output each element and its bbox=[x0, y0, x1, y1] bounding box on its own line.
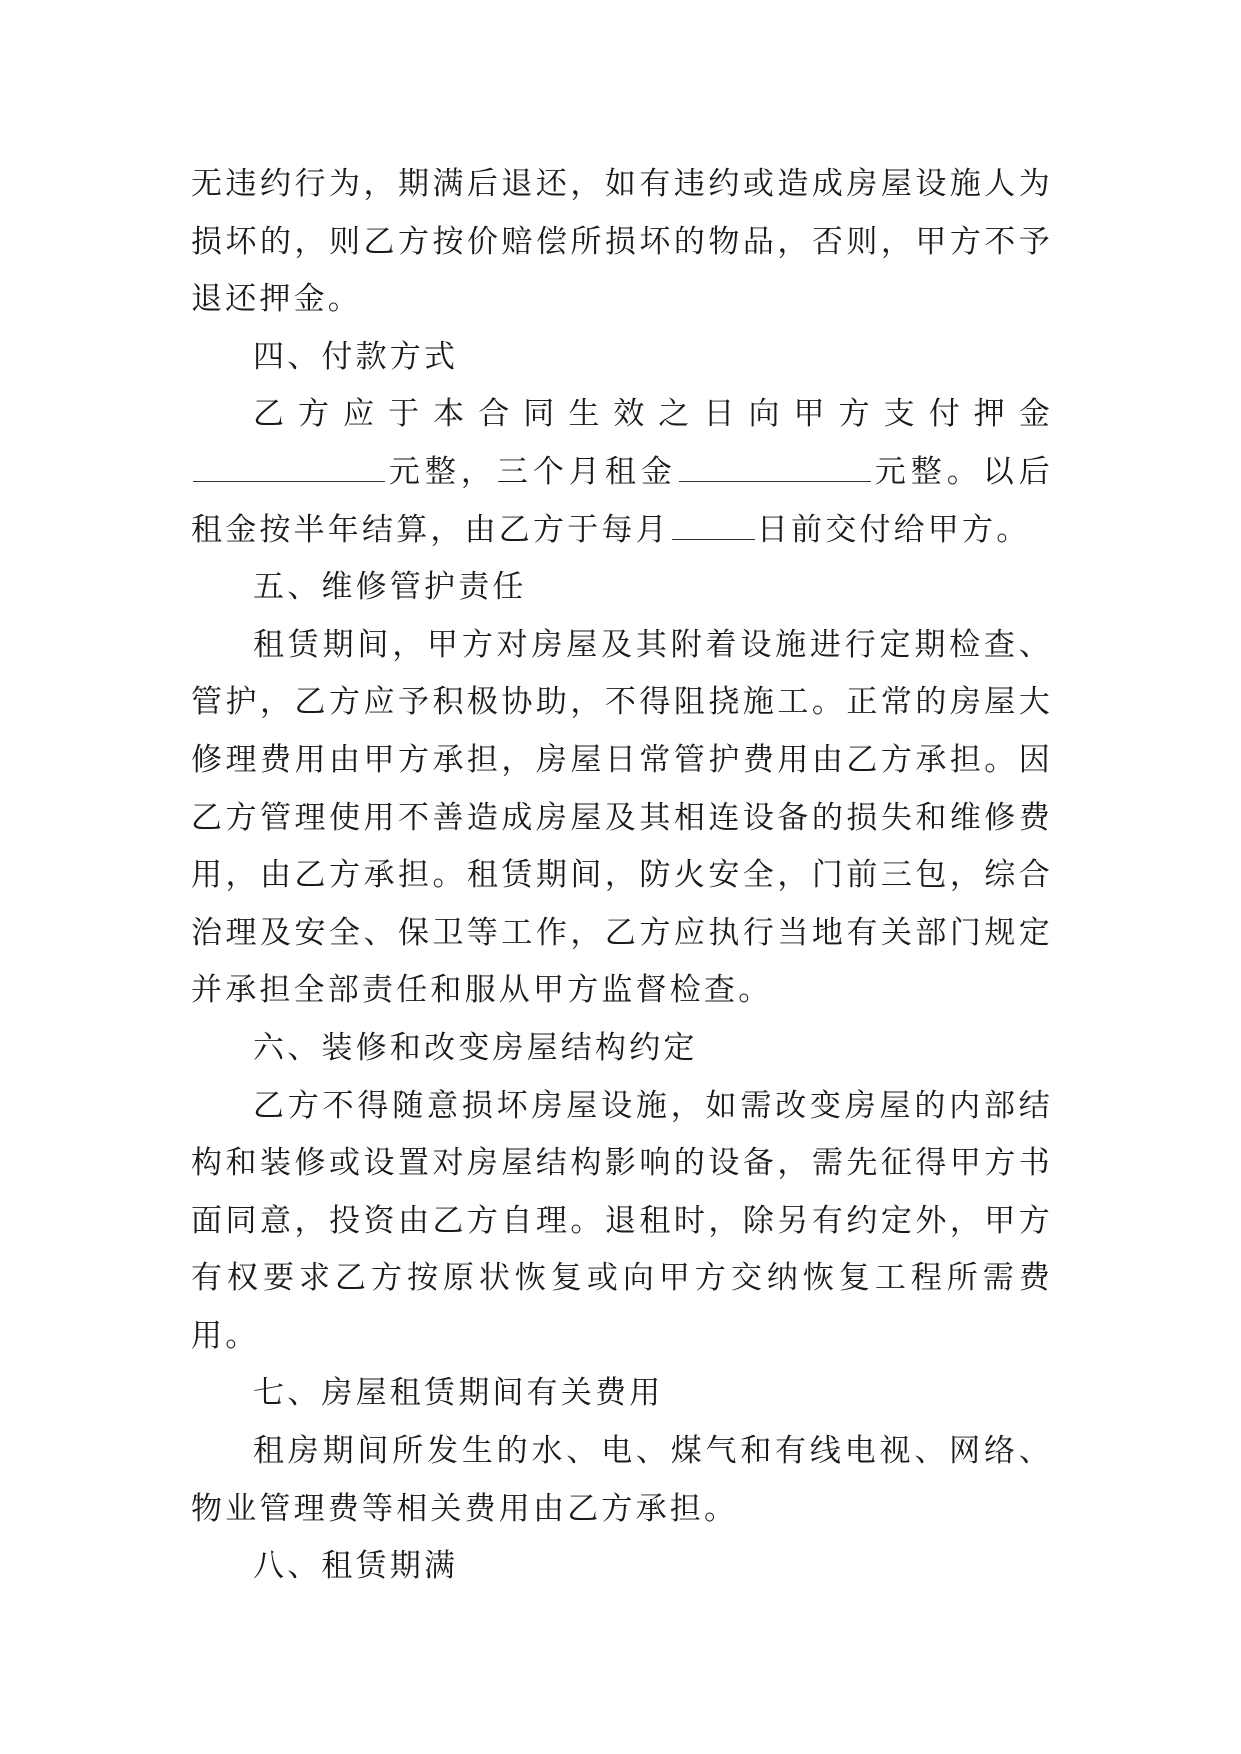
payment-day-blank bbox=[672, 511, 755, 540]
rent-amount-blank bbox=[679, 453, 871, 482]
section-heading-fees: 七、房屋租赁期间有关费用 bbox=[253, 1375, 664, 1412]
paragraph-maintenance: 租赁期间，甲方对房屋及其附着设施进行定期检查、管护，乙方应予积极协助，不得阻挠施工。正常的房屋大修理费用由甲方承担，房屋日常管护费用由乙方承担。因乙方管理使用不善造成房屋及其相连设备的损失和维修费用，由乙方承担。租赁期间，防火安全，门前三包，综合治理及安全、保卫等工作，乙方应执行当地有关部门规定并承担全部责任和服从甲方监督检查。 bbox=[191, 626, 1053, 1009]
payment-text-2: 元整，三个月租金 bbox=[387, 453, 677, 490]
paragraph-deposit-continuation: 无违约行为，期满后退还，如有违约或造成房屋设施人为损坏的，则乙方按价赔偿所损坏的物品，否则，甲方不予退还押金。 bbox=[191, 166, 1053, 318]
document-body bbox=[191, 156, 1053, 1596]
paragraph-fees: 租房期间所发生的水、电、煤气和有线电视、网络、物业管理费等相关费用由乙方承担。 bbox=[191, 1433, 1053, 1527]
deposit-amount-blank bbox=[193, 453, 385, 482]
section-heading-maintenance: 五、维修管护责任 bbox=[253, 569, 527, 606]
payment-text-4: 日前交付给甲方。 bbox=[756, 511, 1031, 548]
payment-text-1: 乙方应于本合同生效之日向甲方支付押金 bbox=[253, 396, 1053, 433]
section-heading-payment: 四、付款方式 bbox=[253, 338, 459, 375]
payment-text-3: 元整。以后租金按半年结算，由乙方于每月 bbox=[191, 453, 1053, 548]
paragraph-payment bbox=[191, 386, 1053, 559]
paragraph-renovation: 乙方不得随意损坏房屋设施，如需改变房屋的内部结构和装修或设置对房屋结构影响的设备，需先征得甲方书面同意，投资由乙方自理。退租时，除另有约定外，甲方有权要求乙方按原状恢复或向甲方交纳恢复工程所需费用。 bbox=[191, 1087, 1053, 1354]
section-heading-lease-expiry: 八、租赁期满 bbox=[253, 1548, 459, 1585]
section-heading-renovation: 六、装修和改变房屋结构约定 bbox=[253, 1029, 698, 1066]
